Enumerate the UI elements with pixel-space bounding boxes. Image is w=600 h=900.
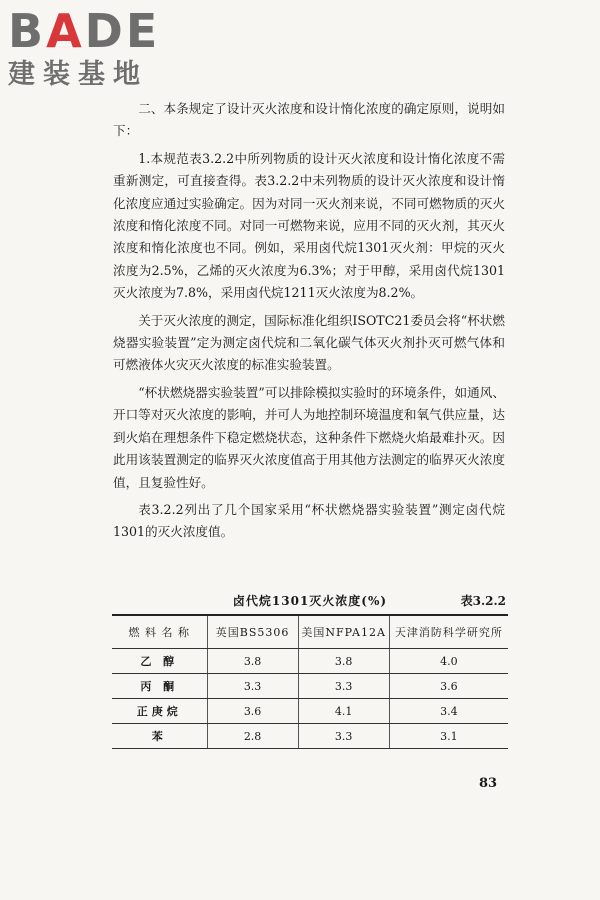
column-header: 天津消防科学研究所 <box>389 615 508 649</box>
table-row <box>112 649 508 674</box>
data-table <box>112 592 508 749</box>
table-cell: 3.4 <box>389 699 508 724</box>
paragraph: 表3.2.2列出了几个国家采用“杯状燃烧器实验装置”测定卤代烷1301的灭火浓度值。 <box>113 501 505 540</box>
table-row <box>112 724 508 749</box>
logo-subtitle: 建装基地 <box>8 59 148 90</box>
table-number: 表3.2.2 <box>460 594 506 608</box>
logo <box>8 6 160 92</box>
table-cell: 3.3 <box>298 674 389 699</box>
paragraph: “杯状燃烧器实验装置”可以排除模拟实验时的环境条件，如通风、开口等对灭火浓度的影响，并可人为地控制环境温度和氧气供应量，达到火焰在理想条件下稳定燃烧状态，这种条件下燃烧火焰最难扑灭。因此用该装置测定的临界灭火浓度值高于用其他方法测定的临界灭火浓度值，且复验性好。 <box>113 384 505 490</box>
paragraph: 二、本条规定了设计灭火浓度和设计惰化浓度的确定原则，说明如下： <box>113 101 505 139</box>
logo-brand: BADE <box>8 4 161 58</box>
table-title: 卤代烷1301灭火浓度(%) <box>232 594 388 608</box>
table-caption <box>112 592 508 614</box>
body-text <box>113 98 505 549</box>
table-cell: 4.0 <box>389 649 508 674</box>
page-number: 83 <box>479 776 498 791</box>
table-row <box>112 674 508 699</box>
table-row <box>112 699 508 724</box>
table-cell: 3.8 <box>298 649 389 674</box>
paragraph: 1.本规范表3.2.2中所列物质的设计灭火浓度和设计惰化浓度不需重新测定，可直接查得。表3.2.2中未列物质的设计灭火浓度和设计惰化浓度应通过实验确定。因为对同一灭火剂来说，不同可燃物质的灭火浓度和惰化浓度不同。对同一可燃物来说，应用不同的灭火剂，其灭火浓度和惰化浓度也不同。例如，采用卤代烷1301灭火剂：甲烷的灭火浓度为2.5%，乙烯的灭火浓度为6.3%；对于甲醇，采用卤代烷1301灭火浓度为7.8%，采用卤代烷1211灭火浓度为8.2%。 <box>113 150 505 301</box>
table-cell: 正庚烷 <box>112 699 207 724</box>
table-cell: 乙 醇 <box>112 649 207 674</box>
table <box>112 614 508 749</box>
column-header: 英国BS5306 <box>207 615 298 649</box>
paragraph: 关于灭火浓度的测定，国际标准化组织ISOTC21委员会将“杯状燃烧器实验装置”定为测定卤代烷和二氧化碳气体灭火剂扑灭可燃气体和可燃液体火灾灭火浓度的标准实验装置。 <box>113 312 505 373</box>
column-header: 燃 料 名 称 <box>112 615 207 649</box>
table-cell: 3.8 <box>207 649 298 674</box>
table-cell: 4.1 <box>298 699 389 724</box>
table-cell: 3.3 <box>207 674 298 699</box>
table-cell: 3.3 <box>298 724 389 749</box>
table-cell: 3.6 <box>389 674 508 699</box>
table-header-row <box>112 615 508 649</box>
table-cell: 苯 <box>112 724 207 749</box>
column-header: 美国NFPA12A <box>298 615 389 649</box>
table-cell: 2.8 <box>207 724 298 749</box>
table-cell: 3.6 <box>207 699 298 724</box>
table-cell: 丙 酮 <box>112 674 207 699</box>
table-cell: 3.1 <box>389 724 508 749</box>
